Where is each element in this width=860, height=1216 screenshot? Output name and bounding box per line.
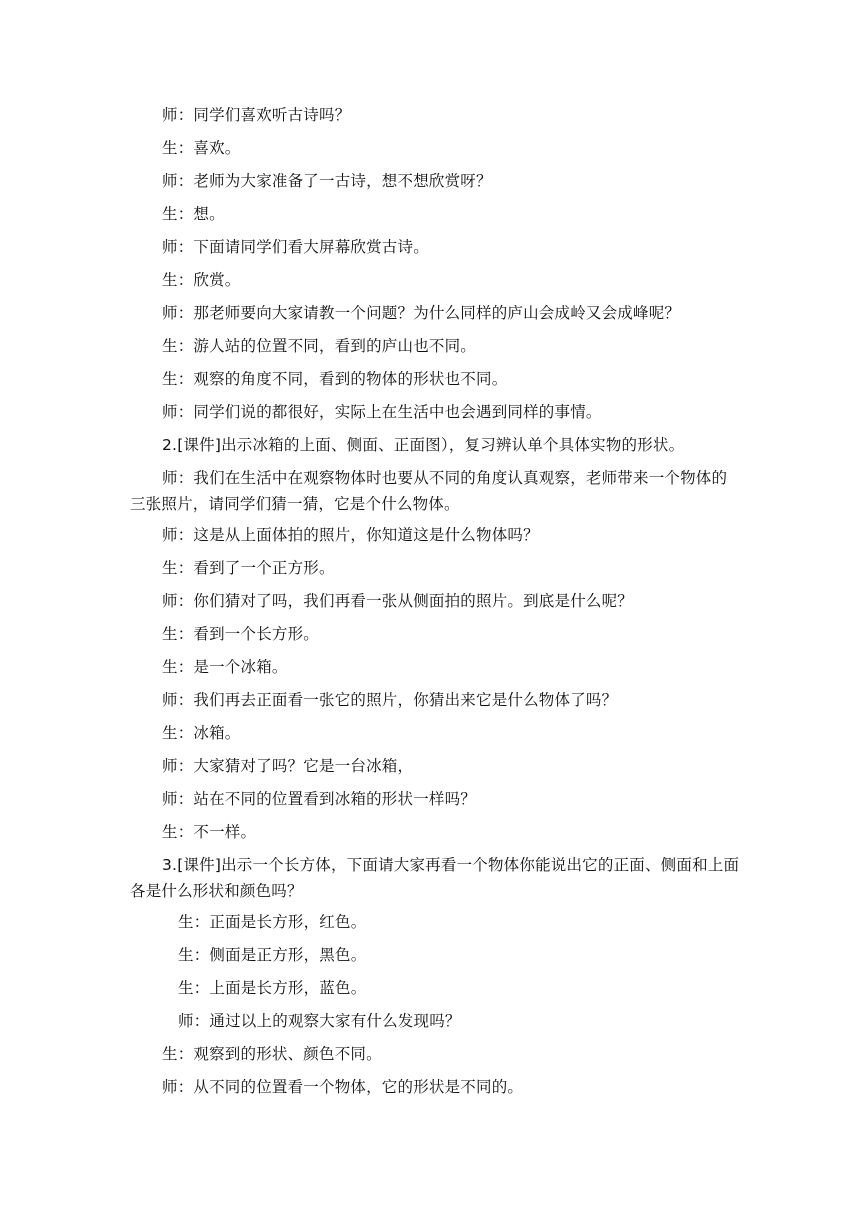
paragraph: 师：同学们说的都很好，实际上在生活中也会遇到同样的事情。 — [162, 403, 602, 421]
paragraph: 师：我们在生活中在观察物体时也要从不同的角度认真观察，老师带来一个物体的三张照片，请同学们猜一猜，它是个什么物体。 — [130, 469, 728, 513]
paragraph: 生：冰箱。 — [162, 724, 241, 742]
paragraph: 2.[课件]出示冰箱的上面、侧面、正面图），复习辨认单个具体实物的形状。 — [162, 436, 685, 454]
paragraph: 生：侧面是正方形，黑色。 — [178, 946, 367, 964]
paragraph: 师：站在不同的位置看到冰箱的形状一样吗？ — [162, 790, 477, 808]
paragraph: 生：欣赏。 — [162, 271, 241, 289]
paragraph: 师：这是从上面体拍的照片，你知道这是什么物体吗？ — [162, 526, 539, 544]
paragraph: 师：通过以上的观察大家有什么发现吗？ — [178, 1012, 461, 1030]
paragraph: 师：大家猜对了吗？它是一台冰箱， — [162, 757, 414, 775]
paragraph: 生：想。 — [162, 205, 225, 223]
paragraph: 生：观察的角度不同，看到的物体的形状也不同。 — [162, 370, 508, 388]
paragraph: 师：老师为大家准备了一古诗，想不想欣赏呀？ — [162, 172, 492, 190]
document-body — [130, 102, 740, 1107]
paragraph: 生：看到了一个正方形。 — [162, 559, 335, 577]
paragraph: 生：游人站的位置不同，看到的庐山也不同。 — [162, 337, 477, 355]
paragraph: 生：是一个冰箱。 — [162, 658, 288, 676]
paragraph: 生：上面是长方形，蓝色。 — [178, 979, 367, 997]
paragraph: 师：从不同的位置看一个物体，它的形状是不同的。 — [162, 1078, 524, 1096]
paragraph: 师：我们再去正面看一张它的照片，你猜出来它是什么物体了吗？ — [162, 691, 618, 709]
paragraph: 生：不一样。 — [162, 823, 257, 841]
paragraph: 师：同学们喜欢听古诗吗？ — [162, 106, 351, 124]
paragraph: 生：正面是长方形，红色。 — [178, 913, 367, 931]
paragraph: 生：看到一个长方形。 — [162, 625, 320, 643]
paragraph: 师：你们猜对了吗，我们再看一张从侧面拍的照片。到底是什么呢？ — [162, 592, 634, 610]
paragraph: 生：喜欢。 — [162, 139, 241, 157]
paragraph: 3.[课件]出示一个长方体，下面请大家再看一个物体你能说出它的正面、侧面和上面各是什么形状和颜色吗？ — [130, 856, 740, 900]
paragraph: 师：下面请同学们看大屏幕欣赏古诗。 — [162, 238, 429, 256]
paragraph: 师：那老师要向大家请教一个问题？为什么同样的庐山会成岭又会成峰呢？ — [162, 304, 681, 322]
paragraph: 生：观察到的形状、颜色不同。 — [162, 1045, 382, 1063]
